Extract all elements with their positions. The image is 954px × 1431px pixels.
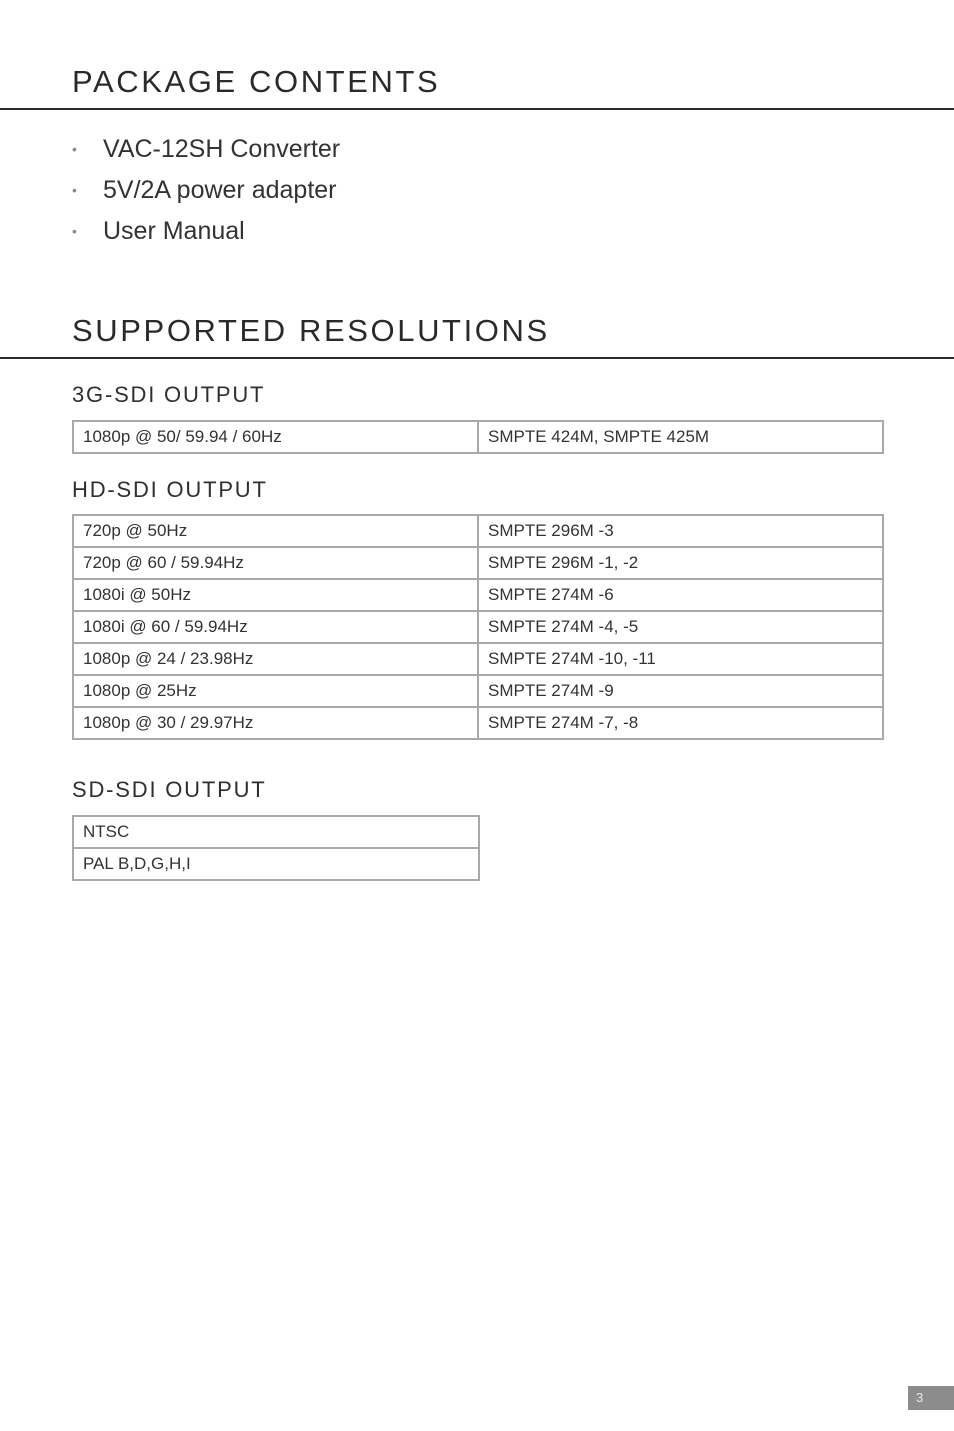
heading-divider [0,108,954,110]
resolution-cell: 720p @ 50Hz [73,515,478,547]
bullet-icon: • [72,223,77,239]
table-row [73,848,479,880]
standard-cell: SMPTE 296M -3 [478,515,883,547]
table-row [73,611,883,643]
list-item-text: 5V/2A power adapter [103,176,337,204]
resolution-cell: 720p @ 60 / 59.94Hz [73,547,478,579]
table-row [73,675,883,707]
table-row [73,816,479,848]
format-cell: PAL B,D,G,H,I [73,848,479,880]
standard-cell: SMPTE 296M -1, -2 [478,547,883,579]
table-row [73,547,883,579]
resolution-cell: 1080p @ 24 / 23.98Hz [73,643,478,675]
table-row [73,421,883,453]
table-row [73,643,883,675]
resolution-cell: 1080p @ 25Hz [73,675,478,707]
hd-sdi-table [72,514,884,740]
resolution-cell: 1080p @ 50/ 59.94 / 60Hz [73,421,478,453]
list-item-text: User Manual [103,217,245,245]
package-contents-heading: PACKAGE CONTENTS [72,64,441,99]
heading-divider [0,357,954,359]
hd-sdi-output-heading: HD-SDI OUTPUT [72,477,268,502]
standard-cell: SMPTE 274M -9 [478,675,883,707]
table-row [73,707,883,739]
bullet-icon: • [72,141,77,157]
3g-sdi-output-heading: 3G-SDI OUTPUT [72,382,266,407]
table-row [73,579,883,611]
list-item-text: VAC-12SH Converter [103,135,341,163]
format-cell: NTSC [73,816,479,848]
sd-sdi-output-heading: SD-SDI OUTPUT [72,777,267,802]
resolution-cell: 1080i @ 50Hz [73,579,478,611]
resolution-cell: 1080p @ 30 / 29.97Hz [73,707,478,739]
standard-cell: SMPTE 424M, SMPTE 425M [478,421,883,453]
resolution-cell: 1080i @ 60 / 59.94Hz [73,611,478,643]
3g-sdi-table [72,420,884,454]
standard-cell: SMPTE 274M -10, -11 [478,643,883,675]
standard-cell: SMPTE 274M -7, -8 [478,707,883,739]
sd-sdi-table [72,815,480,881]
supported-resolutions-heading: SUPPORTED RESOLUTIONS [72,313,550,348]
standard-cell: SMPTE 274M -4, -5 [478,611,883,643]
bullet-icon: • [72,182,77,198]
table-row [73,515,883,547]
page-number: 3 [908,1386,954,1410]
standard-cell: SMPTE 274M -6 [478,579,883,611]
